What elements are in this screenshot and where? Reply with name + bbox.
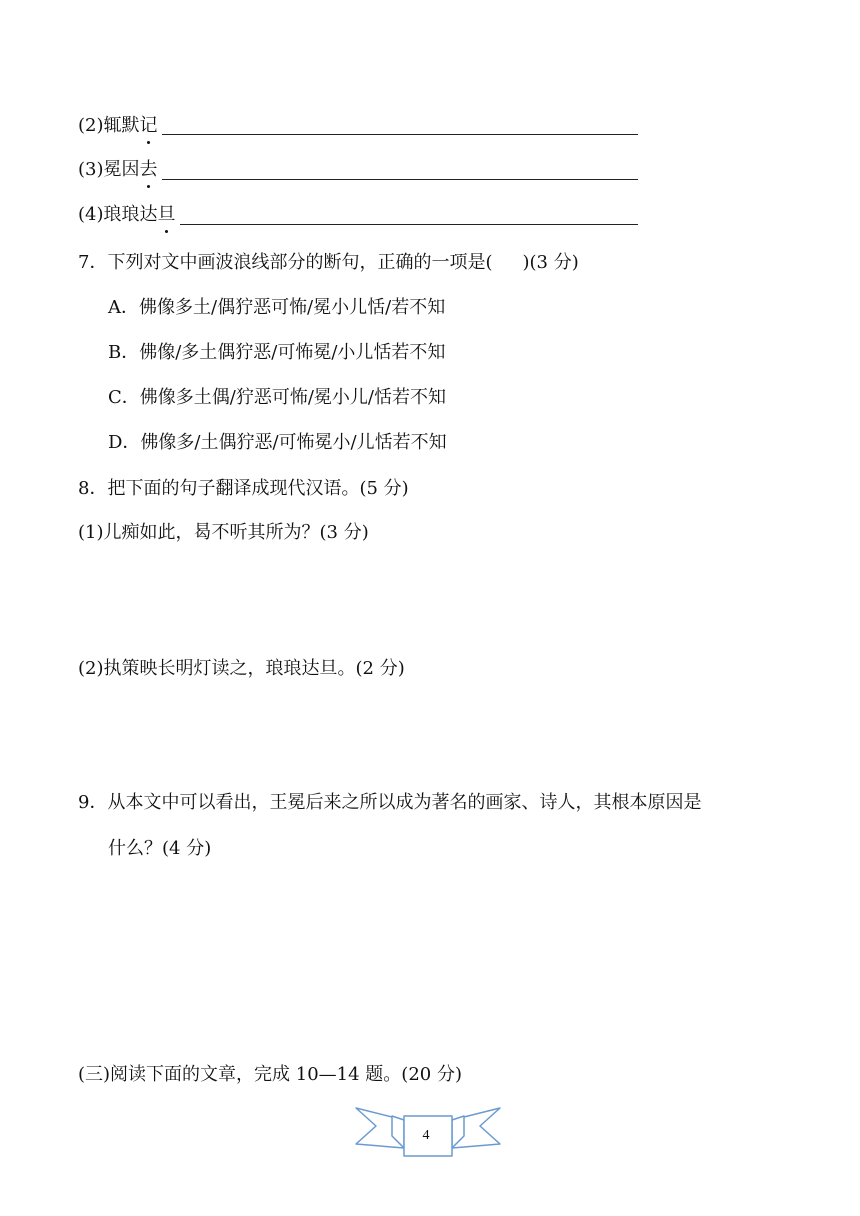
q9-stem-cont: 什么？(4 分) (108, 838, 212, 859)
answer-line[interactable] (180, 224, 638, 225)
q6-item-3: (3)冕因去 (78, 159, 158, 180)
dotted-char: 旦 (157, 204, 176, 225)
q9-stem: 9．从本文中可以看出，王冕后来之所以成为著名的画家、诗人，其根本原因是 (78, 792, 702, 813)
q6-item-2: (2)辄默记 (78, 115, 158, 136)
q6-item-4: (4)琅琅达旦 (78, 204, 176, 225)
q7-option-b: B．佛像/多土偶狞恶/可怖冕/小儿恬若不知 (108, 342, 446, 363)
section-heading: (三)阅读下面的文章，完成 10—14 题。(20 分) (78, 1064, 462, 1085)
q7-option-a: A．佛像多土/偶狞恶可怖/冕小儿恬/若不知 (108, 297, 446, 318)
q8-sub1: (1)儿痴如此，曷不听其所为？(3 分) (78, 522, 369, 543)
q7-stem: 7．下列对文中画波浪线部分的断句，正确的一项是( )(3 分) (78, 252, 579, 273)
q8-sub2: (2)执策映长明灯读之，琅琅达旦。(2 分) (78, 658, 405, 679)
dotted-char: 记 (139, 115, 158, 136)
q8-stem: 8．把下面的句子翻译成现代汉语。(5 分) (78, 478, 409, 499)
answer-line[interactable] (162, 134, 638, 135)
dotted-char: 去 (139, 159, 158, 180)
answer-line[interactable] (162, 179, 638, 180)
q7-option-c: C．佛像多土偶/狞恶可怖/冕小儿/恬若不知 (108, 387, 446, 408)
q7-option-d: D．佛像多/土偶狞恶/可怖冕小/儿恬若不知 (108, 432, 447, 453)
page-number: 4 (422, 1128, 430, 1143)
